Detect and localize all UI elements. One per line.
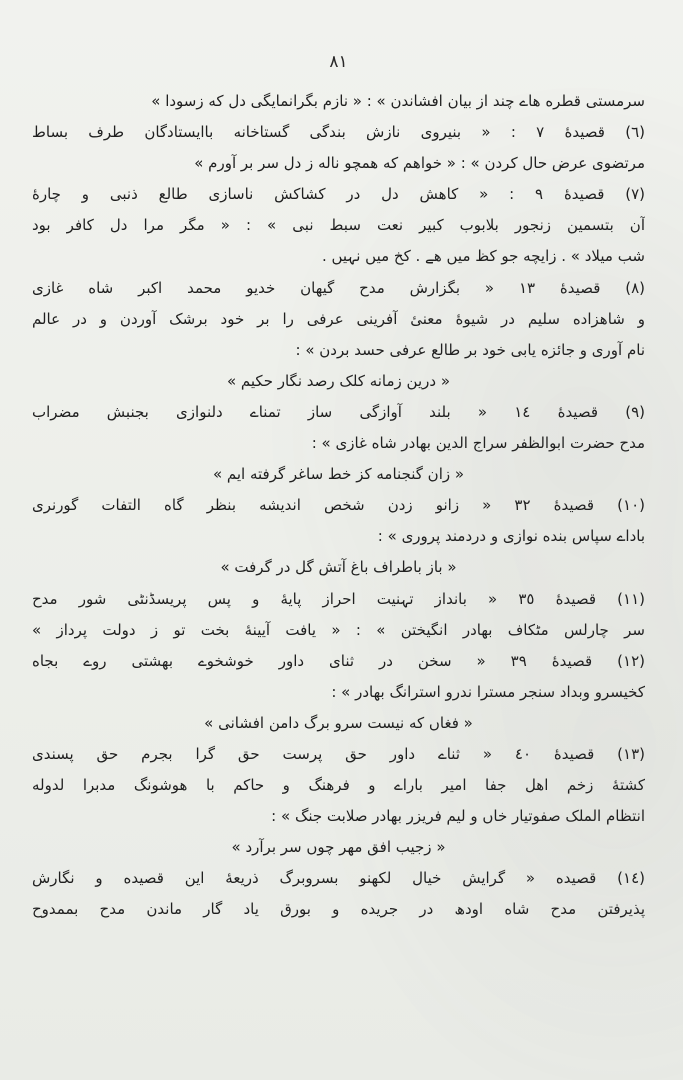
text-line-6: شب میلاد » . زایچه جو کظ میں هے . کخ میں نہیں . [321,247,645,266]
text-line-3: مرتضوی عرض حال کردن » : « خواهم که همچو ناله ز دل سر بر آورم » [194,154,645,173]
page-number: ٨١ [329,52,348,72]
text-line-16: « باز باطراف باغ آتش گل در گرفت » [220,558,457,577]
text-line-25: « زجیب افق مهر چوں سر برآرد » [231,838,446,857]
text-line-5: آن بتسمین زنجور بلابوب کبیر نعت سبط نبی » : « مگر مرا دل کافر بود [32,216,645,235]
text-line-12: مدح حضرت ابوالظفر سراج الدین بهادر شاه غازی » : [311,434,645,453]
text-line-15: باداے سپاس بنده نوازی و دردمند پروری » : [377,527,645,546]
text-line-8: و شاهزاده سلیم در شیوهٔ معنیٔ آفرینی عرفی را بر خود برشک آوردن و در عالم [32,309,645,328]
text-body [32,86,645,926]
text-line-26: (١٤) قصیده « گرایش خیال لکهنو بسروبرگ ذریعهٔ این قصیده و نگارش [32,869,645,888]
text-line-2: (٦) قصیدهٔ ٧ : « بنیروی نازش بندگی گستاخانه باایستادگان طرف بساط [32,123,645,142]
text-line-11: (٩) قصیدهٔ ١٤ « بلند آوازگی ساز تمناے دلنوازی بجنبش مضراب [32,402,645,421]
text-line-1: سرمستی قطره هاے چند از بیان افشاندن » : « نازم بگرانمایگی دل که زسودا » [151,92,645,110]
text-line-7: (٨) قصیدهٔ ١٣ « بگزارش مدح گیهان خدیو محمد اکبر شاه غازی [32,278,645,297]
text-line-13: « زان گنجنامه کز خط ساغر گرفته ایم » [212,465,465,484]
text-line-23: کشتهٔ زخم اهل جفا امیر باراے و فرهنگ و حاکم با هوشونگ مدبرا لدوله [32,776,645,795]
text-line-18: سر چارلس مٹکاف بهادر انگیختن » : « یافت آیینهٔ بخت تو ز دولت پرداز » [32,620,645,639]
text-line-10: « درین زمانه کلک رصد نگار حکیم » [226,371,451,390]
text-line-14: (١٠) قصیدهٔ ٣٢ « زانو زدن شخص اندیشه بنظر گاه التفات گورنری [32,496,645,515]
text-line-17: (١١) قصیدهٔ ٣٥ « بانداز تہنیت احراز پایهٔ و پس پریسڈنٹی شور مدح [32,589,645,608]
text-line-24: انتظام الملک صفوتیار خاں و لیم فریزر بهادر صلابت جنگ » : [271,807,645,826]
text-line-19: (١٢) قصیدهٔ ٣٩ « سخن در ثنای داور خوشخوے بهشتی روے بجاه [32,651,645,670]
text-line-20: کخیسرو وبداد سنجر مسترا ندرو استرانگ بهادر » : [331,682,645,701]
text-line-21: « فغاں که نیست سرو برگ دامن افشانی » [204,713,473,732]
text-line-27: پذیرفتن مدح شاه اودھ در جریده و بورق یاد گار ماندن مدح بممدوح [32,900,645,919]
text-line-9: نام آوری و جائزه یابی خود بر طالع عرفی حسد بردن » : [295,340,645,359]
text-line-22: (١٣) قصیدهٔ ٤٠ « ثناے داور حق پرست حق گرا بجرم حق پسندی [32,744,645,763]
text-line-4: (٧) قصیدهٔ ٩ : « کاهش دل در کشاکش ناسازی طالع ذنبی و چارهٔ [32,185,645,204]
